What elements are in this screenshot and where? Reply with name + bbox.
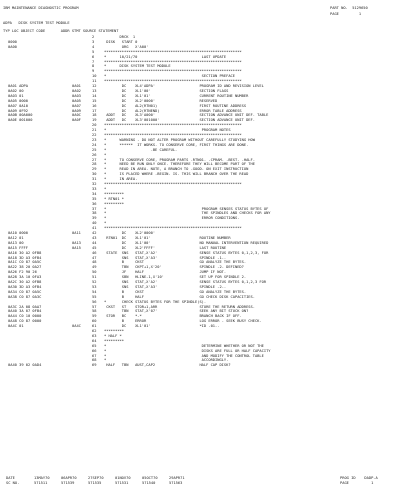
object-code: 0A22 38 20 0A27 [8, 265, 42, 270]
statement-number: 29 [92, 167, 97, 172]
source-statement: * SECTION PREFACE [104, 74, 235, 79]
statement-number: 50 [92, 270, 97, 275]
revision-date: 01NOV70 [115, 476, 131, 480]
address: 0A02 [72, 88, 81, 93]
statement-number: 5 [92, 49, 95, 54]
statement-number: 12 [92, 84, 97, 88]
statement-number: 25 [92, 147, 97, 152]
sc-number: 571531 [115, 481, 129, 485]
statement-number: 67 [92, 353, 97, 358]
revision-footer [0, 476, 410, 496]
source-statement: DC XL2'FFFF' LAST ROUTINE [104, 245, 227, 250]
source-statement: DC AL2(RTNEND) ERROR TABLE ADDRESS [104, 108, 242, 113]
statement-number: 65 [92, 343, 97, 348]
source-statement: * [104, 186, 107, 191]
statement-number: 61 [92, 324, 97, 329]
address: 0A09 [72, 108, 81, 113]
source-statement: * WARNING - DO NOT ALTER PROGRAM WITHOUT CAREFULLY STUDYING HOW [104, 137, 255, 142]
object-code: 0A40 39 02 0AD4 [8, 363, 42, 368]
source-statement: * RTN01 * [104, 196, 124, 201]
date-label: DATE [6, 476, 15, 480]
object-code: 0A03 01 [8, 93, 24, 98]
statement-number: 22 [92, 133, 97, 137]
statement-number: 31 [92, 177, 97, 182]
object-code: 0A48 C0 87 0000 [8, 319, 42, 324]
part-number: PART NO. 5129650 [330, 6, 368, 10]
address: 0A0F [72, 118, 81, 123]
object-code: 0A2C 30 A2 0FB8 [8, 280, 42, 284]
object-code: 0A0E 001000 [8, 118, 33, 123]
source-statement: * DETERMINE WHETHER OR NOT THE [104, 343, 264, 348]
statement-number: 17 [92, 108, 97, 113]
source-statement: * TO CONSERVE CORE, PROGRAM PARTS -RTN01- -CPRAM- -BEST- -HALF- [104, 157, 255, 162]
source-statement: SNS STAT,X'A3' SPINDLE -2-. [104, 284, 227, 289]
sc-number: 571540 [142, 481, 156, 485]
statement-number: 47 [92, 255, 97, 260]
source-statement: STOR BC *-* BRANCH BACK IF OFF. [104, 314, 242, 319]
statement-number: 51 [92, 275, 97, 280]
source-statement: TBN CKPT+1,X'20' SPINDLE -2- DEFINED? [104, 265, 244, 270]
footer-page: PAGE 1 [340, 481, 374, 485]
object-code: 0A40 3A 07 0FB4 [8, 309, 42, 314]
address: 0A0C [72, 113, 81, 118]
source-statement: * READ IN AREA. NOTE, A BRANCH TO -GOOD- ON EXIT INSTRUCTION [104, 167, 249, 172]
source-statement: ************************************************************** [104, 226, 242, 231]
statement-number: 11 [92, 79, 97, 84]
statement-number: 58 [92, 309, 97, 314]
source-statement: DC XL1'01' CURRENT ROUTINE NUMBER [104, 93, 249, 98]
address: 0A03 [72, 93, 81, 98]
source-statement: DC AL2(RTN01) FIRST ROUTINE ADDRESS [104, 103, 247, 108]
prog-id: PROG ID DADP-A [340, 476, 378, 480]
statement-number: 33 [92, 186, 97, 191]
statement-number: 15 [92, 98, 97, 103]
address: 0A13 [72, 240, 81, 245]
source-statement: * AND MODIFY THE CONTROL TABLE [104, 353, 264, 358]
source-statement: * [104, 221, 107, 226]
address: 0A07 [72, 103, 81, 108]
object-code: 0A3C 2A 08 0AA7 [8, 304, 42, 309]
address: 0A4C [72, 324, 81, 329]
statement-number: 32 [92, 182, 97, 186]
object-code: 0A09 0F92 [8, 108, 28, 113]
source-statement: CKST ST STOR+1,ARR STORE THE RETURN ADDRESS. [104, 304, 255, 309]
statement-number: 14 [92, 93, 97, 98]
source-statement: TBN STAT,X'07' SEEK ANY BIT STUCK ON? [104, 309, 249, 314]
source-statement: DC XL1'00' NO MANUAL INTERVENTION REQUIRED [104, 240, 269, 245]
source-statement: ADDT DC XL3'A000' SECTION ADVANCE UNIT DEF. TABLE [104, 113, 269, 118]
object-code: 0A34 C0 87 0A5C [8, 289, 42, 294]
revision-date: 27SEP70 [88, 476, 104, 480]
statement-number: 37 [92, 206, 97, 211]
statement-number: 56 [92, 299, 97, 304]
statement-number: 8 [92, 64, 95, 69]
source-statement: DC XL1'01' *ID -01-. [104, 324, 220, 329]
statement-number: 60 [92, 319, 97, 324]
source-statement: ************************************************************** [104, 182, 242, 186]
object-code: 0A38 C0 87 0A3C [8, 294, 42, 299]
source-statement: ORG X'A00' [104, 44, 149, 49]
source-statement: * HALF * [104, 333, 122, 338]
statement-number: 21 [92, 128, 97, 133]
page-number: PAGE 1 [330, 12, 362, 16]
source-statement: * THE SPINDLES AND CHECKS FOR ANY [104, 211, 271, 216]
source-statement: STATE SNS STAT,X'A2' SENSE STATUS BYTES 0,1,2,3, FOR [104, 250, 269, 255]
source-statement: ************************************************************** [104, 49, 242, 54]
statement-number: 24 [92, 142, 97, 147]
statement-number: 49 [92, 265, 97, 270]
statement-number: 54 [92, 289, 97, 294]
source-statement: * [104, 152, 107, 157]
statement-number: 42 [92, 231, 97, 235]
statement-number: 39 [92, 216, 97, 221]
source-statement: DC XL4'ADPA' PROGRAM ID AND REVISION LEVEL [104, 84, 264, 88]
source-statement: SNS STAT,X'A2' SENSE STATUS BYTES 0,1,2,3 FOR [104, 280, 267, 284]
sc-number: 571511 [34, 481, 48, 485]
statement-number: 4 [92, 44, 95, 49]
statement-number: 45 [92, 245, 97, 250]
statement-number: 55 [92, 294, 97, 299]
source-statement: * DISK SYSTEM TEST MODULE [104, 64, 171, 69]
object-code: 0A00 [8, 44, 17, 49]
source-statement: * DISKS ARE FULL OR HALF CAPACITY [104, 348, 271, 353]
object-code: 0A07 0A10 [8, 103, 28, 108]
statement-number: 64 [92, 338, 97, 343]
object-code: 0A44 C0 10 0000 [8, 314, 42, 319]
object-code: 0A1C C0 87 0A5C [8, 260, 42, 265]
object-code: 0A28 3A 10 0FA3 [8, 275, 42, 280]
object-code: 0A26 F2 90 26 [8, 270, 37, 275]
object-code: 0A02 00 [8, 88, 24, 93]
object-code: 0A0B 00A000 [8, 113, 33, 118]
statement-number: 63 [92, 333, 97, 338]
sc-number: 571563 [169, 481, 183, 485]
source-statement: * ****** IT WORKS. TO CONSERVE CORE, FIRST THINGS ARE DONE. [104, 142, 249, 147]
source-statement: * PROGRAM NOTES [104, 128, 231, 133]
source-statement: * CHECK STATUS BYTES FOR THE SPINDLE(S). [104, 299, 207, 304]
statement-number: 36 [92, 201, 97, 206]
source-statement: RTN01 DC XL1'01' ROUTINE NUMBER [104, 235, 231, 240]
statement-number: 34 [92, 191, 97, 196]
object-code: 0A05 0000 [8, 98, 28, 103]
object-code: 0A16 30 A2 0FB8 [8, 250, 42, 255]
program-title: IBM MAINTENANCE DIAGNOSTIC PROGRAM [3, 6, 79, 10]
statement-number: 48 [92, 260, 97, 265]
statement-number: 52 [92, 280, 97, 284]
revision-date: 29APR71 [169, 476, 185, 480]
statement-number: 16 [92, 103, 97, 108]
object-code: 0A30 3D A3 0FB4 [8, 284, 42, 289]
address: 0A15 [72, 245, 81, 250]
source-statement: ********* [104, 338, 124, 343]
source-statement: ADDT DC XL3'001000' SECTION ADVANCE UNIT DEF. [104, 118, 255, 123]
object-code: 0A15 FFFF [8, 245, 28, 250]
statement-number: 30 [92, 172, 97, 177]
object-code: 0000 [8, 39, 17, 44]
statement-number: 9 [92, 69, 95, 74]
source-statement: ********* [104, 329, 124, 333]
source-statement: * -BE CAREFUL- [104, 147, 178, 152]
source-statement: B CKST GO ANALYZE THE BYTES. [104, 289, 247, 294]
statement-number: 59 [92, 314, 97, 319]
statement-number: 19 [92, 118, 97, 123]
statement-number: 27 [92, 157, 97, 162]
address: 0A05 [72, 98, 81, 103]
object-code: 0A18 3D A3 0FB4 [8, 255, 42, 260]
statement-number: 53 [92, 284, 97, 289]
source-statement: ************************************************************** [104, 123, 242, 128]
statement-number: 46 [92, 250, 97, 255]
statement-number: 38 [92, 211, 97, 216]
source-statement: ********* [104, 201, 124, 206]
source-statement: * ERROR CONDITIONS. [104, 216, 240, 221]
source-statement: ************************************************************** [104, 133, 242, 137]
statement-number: 2 [92, 35, 95, 39]
statement-number: 40 [92, 221, 97, 226]
source-statement: DC XL1'00' SECTION FLAGS [104, 88, 229, 93]
object-code: 0A12 01 [8, 235, 24, 240]
statement-number: 18 [92, 113, 97, 118]
revision-date: 06APR70 [61, 476, 77, 480]
statement-number: 41 [92, 226, 97, 231]
revision-date: 05OCT70 [142, 476, 158, 480]
address: 0A11 [72, 231, 81, 235]
source-statement: SNS STAT,X'A3' SPINDLE -1-. [104, 255, 227, 260]
object-code: 0A4C 01 [8, 324, 24, 329]
statement-number: 62 [92, 329, 97, 333]
source-statement: DRCK 1 [104, 35, 136, 39]
object-code: 0A01 ADPA [8, 84, 28, 88]
source-statement: JF HALF JUMP IF NOT. [104, 270, 227, 275]
statement-number: 20 [92, 123, 97, 128]
column-headers: TYP LOC OBJECT CODE ADDR STMT SOURCE STATEMENT [3, 29, 119, 33]
statement-number: 69 [92, 363, 97, 368]
source-statement: ************************************************************** [104, 69, 242, 74]
source-statement: * IN AREA. [104, 177, 138, 182]
statement-number: 66 [92, 348, 97, 353]
object-code: 0A10 0000 [8, 231, 28, 235]
statement-number: 23 [92, 137, 97, 142]
source-statement: ********* [104, 191, 124, 196]
source-statement: B ERROR LOG ERROR - SEEK BUSY CHECK. [104, 319, 262, 324]
object-code: 0A13 00 [8, 240, 24, 245]
source-statement: * PROGRAM SENSES STATUS BYTES OF [104, 206, 269, 211]
source-statement: B HALF GO CHECK DISK CAPACITIES. [104, 294, 255, 299]
statement-number: 35 [92, 196, 97, 201]
source-statement: B CKST GO ANALYZE THE BYTES. [104, 260, 247, 265]
source-statement: DISK START 0 [104, 39, 138, 44]
source-statement: DC XL2'0000' [104, 231, 156, 235]
statement-number: 68 [92, 358, 97, 363]
statement-number: 3 [92, 39, 95, 44]
statement-number: 57 [92, 304, 97, 309]
statement-number: 28 [92, 162, 97, 167]
statement-number: 6 [92, 54, 95, 59]
revision-date: 13MAY70 [34, 476, 50, 480]
source-statement: * 10/21/70 LAST UPDATE [104, 54, 227, 59]
sc-number: 571539 [61, 481, 75, 485]
source-statement: * IS PLACED WHERE -BEGIN- IS. THIS WILL BRANCH OVER THE READ [104, 172, 249, 177]
source-statement: * NEED BE RUN ONLY ONCE. THEREFORE THEY WILL BECOME PART OF THE [104, 162, 255, 167]
source-statement: ************************************************************** [104, 59, 242, 64]
source-statement: * ACCORDINGLY. [104, 358, 229, 363]
sc-number: 571535 [88, 481, 102, 485]
address: 0A01 [72, 84, 81, 88]
source-statement: SBN HLINE-1,X'10' SET UP FOR SPINDLE 2. [104, 275, 247, 280]
statement-number: 10 [92, 74, 97, 79]
sc-no-label: SC NO. [6, 481, 20, 485]
statement-number: 43 [92, 235, 97, 240]
statement-number: 7 [92, 59, 95, 64]
source-statement: HALF TBN AUST,CAP2 HALF CAP DISK? [104, 363, 231, 368]
statement-number: 26 [92, 152, 97, 157]
source-statement: ************************************************************** [104, 79, 242, 84]
module-title: ADPA DISK SYSTEM TEST MODULE [3, 21, 70, 25]
statement-number: 13 [92, 88, 97, 93]
source-statement: DC XL2'0000' RESERVED [104, 98, 218, 103]
statement-number: 44 [92, 240, 97, 245]
